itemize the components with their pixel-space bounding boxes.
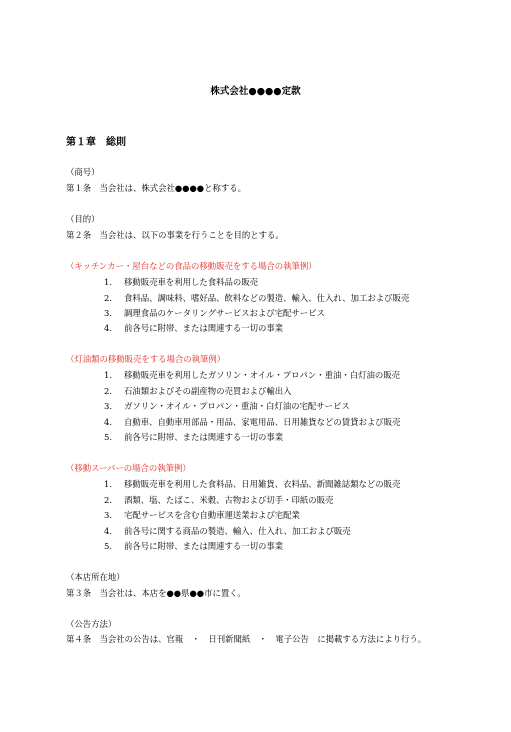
article3-text: 第３条 当会社は、本店を●●県●●市に置く。 [66, 588, 246, 598]
article1-text: 第１条 当会社は、株式会社●●●●と称する。 [66, 183, 246, 193]
example3-label: （移動スーパーの場合の執筆例） [66, 463, 191, 473]
list-item: 2. 酒類、塩、たばこ、米穀、古物および切手・印紙の販売 [104, 495, 334, 505]
document-title: 株式会社●●●●定款 [210, 86, 301, 97]
article2-text: 第２条 当会社は、以下の事業を行うことを目的とする。 [66, 230, 284, 240]
article4-text: 第４条 当会社の公告は、官報 ・ 日刊新聞紙 ・ 電子公告 に掲載する方法により行う。 [66, 634, 427, 644]
list-item: 5. 前各号に附帯、または関連する一切の事業 [104, 541, 284, 551]
article1-heading: （商号） [66, 167, 100, 177]
list-item: 4. 前各号に関する商品の製造、輸入、仕入れ、加工および販売 [104, 526, 351, 536]
list-item: 4. 前各号に附帯、または関連する一切の事業 [104, 323, 284, 333]
example2-label: （灯油類の移動販売をする場合の執筆例） [66, 354, 226, 364]
article3-heading: （本店所在地） [66, 572, 125, 582]
list-item: 5. 前各号に附帯、または関連する一切の事業 [104, 432, 284, 442]
list-item: 1. 移動販売車を利用した食料品、日用雑貨、衣料品、新聞雑誌類などの販売 [104, 479, 401, 489]
list-item: 3. 宅配サービスを含む自動車運送業および宅配業 [104, 510, 300, 520]
list-item: 1. 移動販売車を利用したガソリン・オイル・プロパン・重油・白灯油の販売 [104, 370, 400, 380]
example1-label: （キッチンカー・屋台などの食品の移動販売をする場合の執筆例） [66, 261, 317, 271]
list-item: 4. 自動車、自動車用部品・用品、家電用品、日用雑貨などの賃貸および販売 [104, 417, 401, 427]
article4-heading: （公告方法） [66, 619, 117, 629]
list-item: 2. 食料品、調味料、嗜好品、飲料などの製造、輸入、仕入れ、加工および販売 [104, 293, 410, 303]
article2-heading: （目的） [66, 214, 100, 224]
list-item: 1. 移動販売車を利用した食料品の販売 [104, 277, 258, 287]
list-item: 2. 石油類およびその副産物の売買および輸出入 [104, 386, 292, 396]
list-item: 3. 調理食品のケータリングサービスおよび宅配サービス [104, 308, 325, 318]
chapter-heading: 第１章 総則 [66, 137, 126, 148]
list-item: 3. ガソリン・オイル・プロパン・重油・白灯油の宅配サービス [104, 401, 350, 411]
